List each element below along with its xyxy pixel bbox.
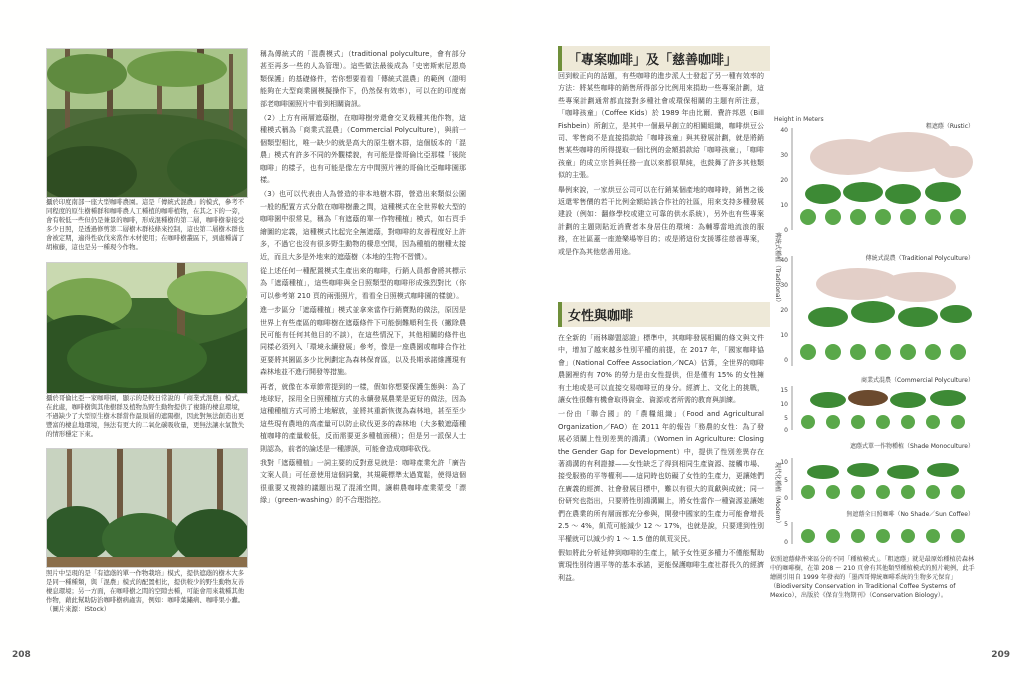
y-tick: 0 bbox=[784, 357, 788, 364]
panel-traditional-polyculture bbox=[780, 254, 974, 366]
panel-shade-monoculture bbox=[780, 442, 974, 502]
paragraph: 一份由「聯合國」的「農糧組織」（Food and Agricultural Organization／FAO）在 2011 年的報告「務農的女性：為了發展必須關上性別差異的鴻溝」（Women in Agriculture: Closing the Gender Gap for Development）中，提供了性別差異存在著鴻溝的有利證據——女性缺乏了得到相同生產資源、接觸市場、接受服務的平等權利——這同時也妨礙了女性的生產力，更讓她們在廣義的經濟、社會發展目標中，難以有很大的貢獻與成就；同一份研究也指出，只要將性別鴻溝關上，將女性當作一種資源並讓她們在農業的所有層面都充分參與，開發中國家的生產力可能會增長 2.5 ～ 4%，飢荒可能減少 12 ～ 17%，也就是說，只要達到性別平權就可以減少約 1 ～ 1.5 億的飢荒災民。 bbox=[558, 410, 764, 543]
page-number-left: 208 bbox=[12, 650, 31, 660]
panel-sun-coffee bbox=[784, 510, 974, 546]
system-label-traditional-polyculture: 傳統式混農（Traditional Polyculture） bbox=[865, 255, 974, 262]
page-number-right: 209 bbox=[991, 650, 1010, 660]
y-tick: 5 bbox=[784, 415, 788, 422]
photo-caption-2: 攝於哥倫比亞一家咖啡園，顯示的是較日常說的「商業式混農」模式，在此處，咖啡樹與其他樹群及植物為野生動物提供了複雜的棲息環境，不過缺少了大型原生樹木群當作最頂層的遮陽樹，因此對無法創造出更豐富的棲息地環境，無法有更大的二氧化碳吸收量，更無法讓水氣散失的情形穩定下來。 bbox=[46, 394, 245, 438]
y-tick: 30 bbox=[780, 282, 788, 289]
right-body-text-a bbox=[558, 70, 764, 260]
paragraph: 回到較正向的話題，有些咖啡的進步派人士發起了另一種有效率的方法：將某些咖啡的銷售所得部分比例用來捐助一些專案計劃，這些專案計劃通常都直接對多種社會或環保相關的主題有所注意，「咖啡孩童」（Coffee Kids）於 1989 年由比爾．費許邦恩（Bill Fishbein）所創立，是其中一個最早創立的相關組織，咖啡烘豆公司、零售商不是直接捐款給「咖啡孩童」與其發展計劃，就是將銷售某些咖啡的所得提取一個比例的金額捐款給「咖啡孩童」，「咖啡孩童」的成立宗旨與任務一直以來都很單純，也鼓舞了許多其他類似的主張。 bbox=[558, 72, 764, 180]
forest-coffee-photo bbox=[46, 48, 248, 198]
paragraph: 假如將此分析延伸到咖啡的生產上，賦予女性更多權力不僅能幫助實現性別待遇平等的基本承諾，更能保護咖啡生產社群長久的經濟利益。 bbox=[558, 548, 764, 582]
system-label-rustic: 粗遮蔭（Rustic） bbox=[925, 123, 974, 130]
paragraph: （3）也可以代表由人為營造的非本地樹木群，營造出來類似公園一般的配置方式分散在咖啡樹叢之間，這種模式在全世界較大型的咖啡園中很常見，稱為「有遮蔭的單一作物種植」模式，如右頁手繪圖的定義，這種模式比起完全無遮蔭，對咖啡的友善程度好上許多，不過它也沒有很多野生動物的棲息空間，因為種植的樹種太接近，而且大多是外地來的遮蔭樹（本地的生物不習慣）。 bbox=[260, 190, 466, 261]
y-tick: 0 bbox=[784, 427, 788, 434]
y-tick: 5 bbox=[784, 477, 788, 484]
y-tick: 15 bbox=[780, 387, 788, 394]
paragraph: （2）上方有兩層遮蔭樹，在咖啡樹旁還會交叉栽種其他作物，這種模式稱為「商業式混農」（Commercial Polyculture），與前一個類型相比，唯一缺少的就是高大的原生樹木群，這個版本的「混農」模式有許多不同的外觀樣貌，有可能是像哥倫比亞那樣「後院咖啡」的樣子，也有可能是像左方中間照片裡的哥倫比亞咖啡園那樣。 bbox=[260, 114, 466, 185]
y-tick: 10 bbox=[780, 401, 788, 408]
y-tick: 0 bbox=[784, 227, 788, 234]
left-body-text bbox=[260, 48, 466, 509]
y-tick: 0 bbox=[784, 495, 788, 502]
y-tick: 20 bbox=[780, 177, 788, 184]
system-label-commercial-polyculture: 商業式混農（Commercial Polyculture） bbox=[860, 377, 974, 384]
y-tick: 0 bbox=[784, 539, 788, 546]
y-tick: 40 bbox=[780, 257, 788, 264]
section-heading-project-coffee: 「專案咖啡」及「慈善咖啡」 bbox=[558, 46, 770, 71]
paragraph: 我對「遮蔭種植」一詞主要的反對意見就是：咖啡產業允許「廣告文案人員」可任意使用這個詞彙，其規範標準太過寬鬆，使得這個很重要又複雜的議題出現了混淆空間，讓耕農咖啡產業蒙受「漂綠」（green-washing）的不合理指控。 bbox=[260, 459, 466, 505]
system-label-sun-coffee: 無遮蔭全日照咖啡（No Shade／Sun Coffee） bbox=[846, 511, 974, 518]
y-tick: 20 bbox=[780, 307, 788, 314]
y-tick: 10 bbox=[780, 202, 788, 209]
side-label-modern: 現代化種植（Modern） bbox=[774, 462, 781, 527]
system-label-shade-monoculture: 遮蔭式單一作物種植（Shade Monoculture） bbox=[850, 443, 974, 450]
banana-coffee-photo bbox=[46, 262, 248, 394]
paragraph: 稱為傳統式的「混農模式」（traditional polyculture，會有部分甚至再多一些的人為管理）。這些做法最後成為「史密斯索尼恩鳥類保護」的基礎條件，若你想要看看「傳統式混農」的範例（證明能夠在大型商業園模擬操作下，仍然保有效率），可以在的印度南部老咖啡園照片中看到相關資訊。 bbox=[260, 50, 466, 108]
shade-monoculture-photo bbox=[46, 448, 248, 568]
y-tick: 10 bbox=[780, 459, 788, 466]
paragraph: 進一步區分「遮蔭種植」模式並拿來當作行銷賣點的做法，原因是世界上有些產區的咖啡樹在遮蔭條件下可能倒難順利生長（撇除農民可能有任何其他目的不談），在這些情況下，其他相關的條件也同樣必須列入「環境永續發展」參考，像是一座農園或咖啡合作社更要將其園區多少比例劃定為森林保育區，以及長期承諾維護現有森林地並不進行開發等措施。 bbox=[260, 306, 466, 377]
paragraph: 從上述任何一種配置模式生產出來的咖啡，行銷人員都會將其標示為「遮蔭種植」，這些咖啡與全日照類型的咖啡形成強烈對比（你可以參考第 210 頁的兩張照片，看看全日照模式咖啡園的樣貌）。 bbox=[260, 266, 466, 300]
paragraph: 再者，就像在本章節常提到的一樣，假如你想要保護生態與：為了地球好，採用全日照種植方式的永續發展農業是更好的做法，因為這種種植方式可將土地解放，並將其重新恢復為森林地，甚至至少這些現有農地的高產量可以防止砍伐更多的森林地（大多數遮蔭種植咖啡的產量較低，反而需要更多種植面積）；但是另一派保人士則認為，前者的論述是一種謬誤，可能會造成咖啡砍伐。 bbox=[260, 382, 466, 453]
panel-rustic bbox=[780, 122, 974, 234]
paragraph: 在全新的「雨林聯盟認證」標準中，其咖啡發展相關的條文與文件中，增加了越來越多性別平權的前提，在 2017 年，「國家咖啡協會」（National Coffee Association／NCA）估算，全世界的咖啡農園裡約有 70% 的勞力是由女性提供，但是僅有 15% 的女性擁有土地或是可以直接交易咖啡豆的身分。經濟上、文化上的挑戰，讓女性很難有機會取得資金、資源或者所需的教育與訓練。 bbox=[558, 334, 764, 405]
right-body-text-b bbox=[558, 332, 764, 586]
y-tick: 40 bbox=[780, 127, 788, 134]
photo-caption-3: 照片中呈現的是「有遮蔭的單一作物栽培」模式，提供遮蔭的樹木大多是同一種種類，與「混農」模式的配置相比，提供較少的野生動物友善棲息環境；另一方面，在咖啡樹之間的空隙去種，可能會用來栽種其他作物，藉此幫助防治咖啡樹病蟲害，例如：咖啡葉鏽病、咖啡果小蠹。（圖片來源：iStock） bbox=[46, 569, 245, 613]
paragraph: 舉例來說，一家烘豆公司可以在行銷某個產地的咖啡時，銷售之後返還零售價的若干比例金額給該合作社的社區，用來支持多種發展建設（例如：翻修學校或建立可靠的供水系統），另外也有些專案計劃的主題則貼近消費者本身居住的環境：為輔導當地流浪的服務，在社區蓋一座遊樂場等目的；或是將這份支援導往慈善專案，或是作為其他慈善用途。 bbox=[558, 185, 764, 256]
shade-system-diagram bbox=[768, 112, 980, 552]
photo-caption-1: 攝於印度南部一座大型咖啡農園。這是「傳統式混農」的模式，參考不同程度的原生樹種群和咖啡農人工種植的咖啡植物，在其之下的一旁，會有較低一些但仍是兼景的咖啡，形成混種樹的第二層，咖啡樹豢接受多少日照，是透過修剪第二層樹木群枝條來控制，這也第二層樹木群也會被定期，適得性砍伐來當作木材使用；在咖啡樹叢區下，到處種滿了胡椒藤，這也是另一種現今作物。 bbox=[46, 198, 245, 251]
y-axis-title: Height in Meters bbox=[774, 116, 824, 123]
y-tick: 30 bbox=[780, 152, 788, 159]
side-label-traditional: 傳統式種植（Traditional） bbox=[774, 232, 781, 306]
section-heading-women-coffee: 女性與咖啡 bbox=[558, 302, 770, 327]
diagram-caption: 依照遮蔭條件來區分的不同「種植模式」。「粗遮蔭」就是最原始種植於森林中的咖啡樹，在第 208 ～ 210 頁會有其他類型種植模式的照片範例，此手繪圖引用自 1999 年發表的「墨西哥傳統咖啡系統的生物多元保育」（Biodiversity Conservation in Traditional Coffee Systems of Mexico），出版於《保育生物期刊》（Conservation Biology）。 bbox=[770, 556, 975, 599]
panel-commercial-polyculture bbox=[780, 376, 974, 434]
y-tick: 5 bbox=[784, 521, 788, 528]
y-tick: 10 bbox=[780, 332, 788, 339]
